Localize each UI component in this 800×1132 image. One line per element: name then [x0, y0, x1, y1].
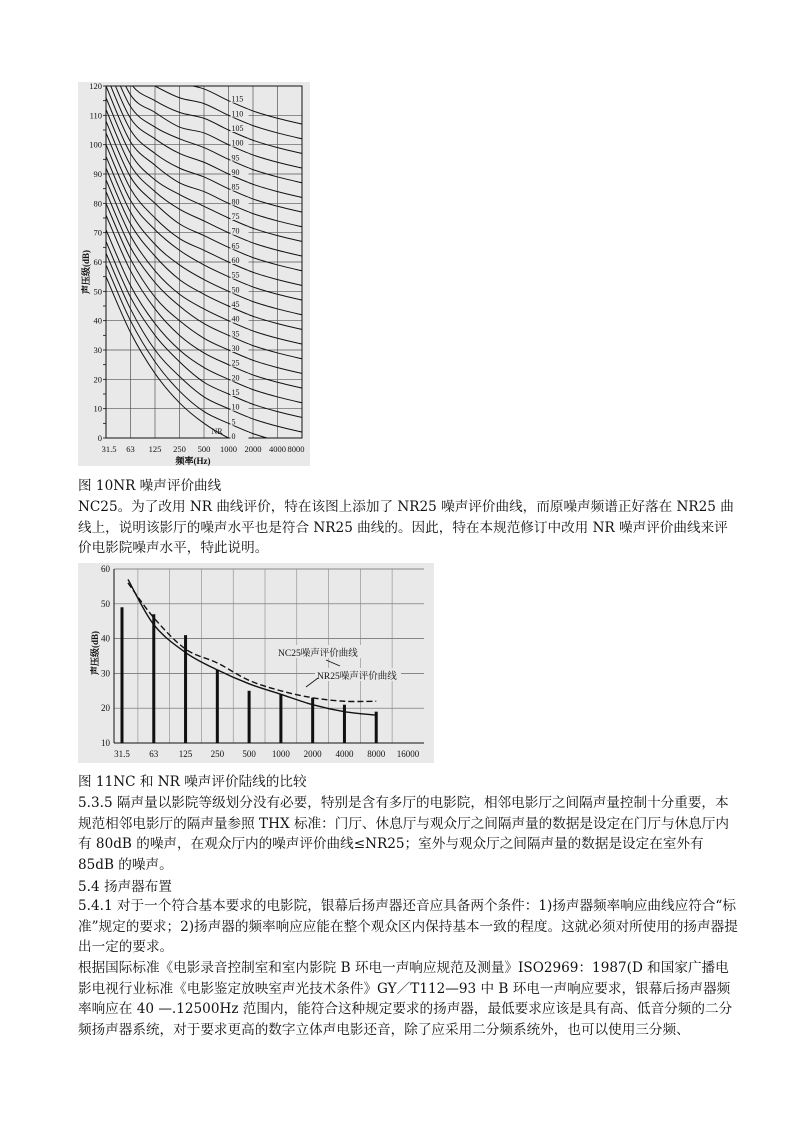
nr-prefix-label: NR [211, 427, 223, 436]
y-tick-label: 90 [93, 169, 102, 179]
paragraph-5-4-1: 5.4.1 对于一个符合基本要求的电影院，银幕后扬声器还音应具备两个条件：1)扬声器频率响应曲线应符合“标准”规定的要求；2)扬声器的频率响应应能在整个观众区内保持基本一致的程度。这就必须对所使用的扬声器提出一定的要求。 [78, 898, 738, 955]
x-tick-label: 4000 [269, 444, 286, 454]
x-tick-label: 31.5 [101, 444, 117, 454]
curve-label: 5 [231, 417, 236, 427]
y-tick-label: 10 [101, 738, 110, 748]
section-heading-5-4: 5.4 扬声器布置 [78, 879, 172, 895]
curve-label: 75 [231, 212, 240, 221]
y-axis-label: 声压级(dB) [90, 630, 100, 676]
curve-label: 80 [231, 197, 240, 207]
curve-label: 45 [231, 300, 240, 309]
curve-label: 65 [231, 241, 240, 251]
curve-label: 115 [231, 94, 244, 104]
y-tick-label: 70 [93, 227, 102, 238]
curve-label: 0 [231, 432, 236, 441]
x-tick-label: 8000 [367, 749, 386, 759]
x-tick-label: 500 [242, 749, 256, 759]
curve-label: 55 [231, 270, 240, 280]
x-tick-label: 63 [126, 444, 135, 454]
y-tick-label: 50 [93, 286, 102, 297]
curve-label: 50 [231, 285, 240, 295]
paragraph-nc25-note: NC25。为了改用 NR 曲线评价，特在该图上添加了 NR25 噪声评价曲线，而原噪声频谱正好落在 NR25 曲线上，说明该影厅的噪声水平也是符合 NR25 曲线的。因此，特在本规范修订中改用 NR 噪声评价曲线来评价电影院噪声水平，特此说明。 [78, 499, 734, 556]
spectrum-bar [343, 705, 346, 743]
y-tick-label: 0 [97, 433, 102, 443]
x-tick-label: 31.5 [114, 749, 130, 759]
y-tick-label: 30 [93, 345, 102, 355]
x-tick-label: 2000 [244, 444, 262, 454]
y-tick-label: 100 [89, 139, 102, 150]
curve-label: 60 [231, 256, 240, 265]
y-tick-label: 60 [93, 257, 102, 267]
curve-label: 105 [231, 124, 244, 133]
figure2-caption: 图 11NC 和 NR 噪声评价陆线的比较 [78, 774, 307, 790]
spectrum-bar [248, 691, 251, 743]
x-tick-label: 63 [149, 749, 159, 759]
nr-curve-figure [78, 82, 310, 466]
y-tick-label: 80 [93, 198, 102, 209]
spectrum-bar [216, 670, 219, 743]
curve-label: 20 [231, 373, 240, 383]
x-tick-label: 125 [178, 749, 193, 759]
figure1-caption: 图 10NR 噪声评价曲线 [78, 478, 222, 494]
x-axis-label: 频率(Hz) [175, 456, 211, 466]
nc25-label: NC25噪声评价曲线 [278, 649, 358, 659]
y-tick-label: 110 [89, 110, 102, 121]
curve-label: 40 [231, 314, 240, 324]
nr-curve-chart [78, 82, 310, 466]
y-tick-label: 50 [101, 598, 110, 609]
x-tick-label: 1000 [271, 749, 290, 759]
y-tick-label: 10 [93, 403, 102, 414]
nc25-leader [326, 660, 340, 666]
y-axis-label: 声压级(dB) [81, 249, 91, 295]
curve-label: 35 [231, 329, 240, 339]
x-tick-label: 250 [210, 749, 225, 759]
paragraph-standards: 根据国际标准《电影录音控制室和室内影院 B 环电一声响应规范及测量》ISO2969：1987(D 和国家广播电影电视行业标准《电影鉴定放映室声光技术条件》GY／T112—93 中 B 环电一声响应要求，银幕后扬声器频率响应在 40 —.12500Hz 范围内，能符合这种规定要求的扬声器，最低要求应该是具有高、低音分频的二分频扬声器系统，对于要求更高的数字立体声电影还音，除了应采用二分频系统外，也可以使用三分频、 [78, 960, 733, 1038]
curve-label: 15 [231, 388, 240, 397]
curve-label: 70 [231, 226, 240, 236]
curve-label: 100 [231, 138, 244, 148]
x-tick-label: 2000 [303, 749, 322, 759]
y-tick-label: 120 [89, 82, 102, 91]
y-tick-label: 30 [101, 668, 110, 679]
x-tick-label: 16000 [396, 749, 420, 759]
x-tick-label: 500 [197, 444, 211, 454]
spectrum-bar [375, 712, 378, 743]
spectrum-bar [121, 607, 124, 743]
curve-label: 90 [231, 168, 240, 177]
curve-label: 95 [231, 153, 240, 163]
curve-label: 30 [231, 344, 240, 353]
curve-label: 85 [231, 182, 240, 192]
y-tick-label: 20 [101, 703, 110, 714]
nc-nr-comparison-figure [78, 563, 434, 763]
spectrum-bar [152, 614, 155, 743]
x-tick-label: 8000 [287, 444, 305, 454]
curve-label: 25 [231, 358, 240, 368]
nc25-curve [128, 583, 376, 702]
y-tick-label: 20 [93, 374, 102, 385]
nc-nr-comparison-chart [78, 563, 434, 763]
x-tick-label: 4000 [335, 749, 354, 759]
y-tick-label: 40 [101, 633, 110, 644]
nr25-leader [306, 678, 318, 687]
spectrum-bar [279, 694, 282, 743]
paragraph-5-3-5: 5.3.5 隔声量以影院等级划分没有必要，特别是含有多厅的电影院，相邻电影厅之间隔声量控制十分重要，本规范相邻电影厅的隔声量参照 THX 标准：门厅、休息厅与观众厅之间隔声量的数据是设定在门厅与休息厅内有 80dB 的噪声，在观众厅内的噪声评价曲线≤NR25；室外与观众厅之间隔声量的数据是设定在室外有 85dB 的噪声。 [78, 795, 729, 873]
x-tick-label: 125 [148, 444, 162, 454]
curve-label: 110 [231, 109, 244, 119]
y-tick-label: 60 [101, 564, 110, 574]
curve-label: 10 [231, 402, 240, 412]
y-tick-label: 40 [93, 315, 102, 326]
x-tick-label: 250 [173, 444, 186, 454]
nr25-label: NR25噪声评价曲线 [317, 672, 397, 682]
x-tick-label: 1000 [220, 444, 237, 454]
